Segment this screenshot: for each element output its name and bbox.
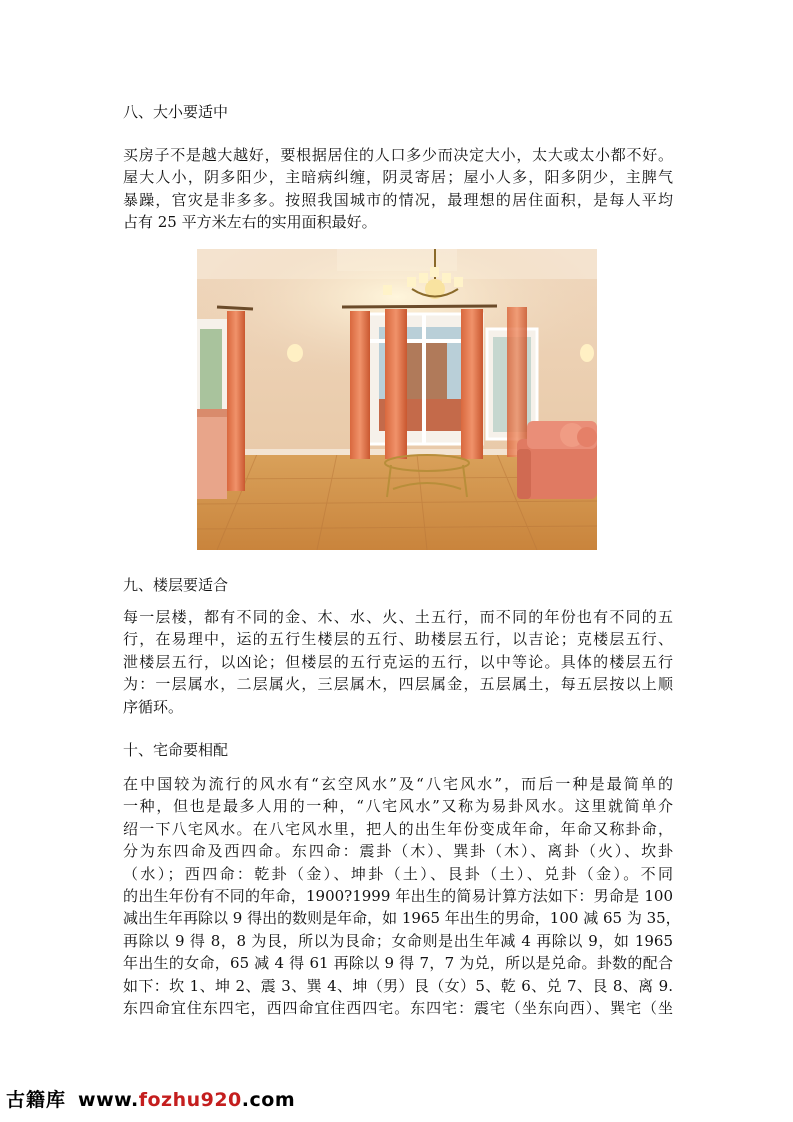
living-room-photo <box>197 249 597 550</box>
text-line: 买房子不是越大越好，要根据居住的人口多少而决定大小，太大或太小都不好。 <box>123 146 673 164</box>
text-line: 每一层楼，都有不同的金、木、水、火、土五行，而不同的年份也有不同的五 <box>123 608 673 626</box>
text-line: 占有 25 平方米左右的实用面积最好。 <box>123 213 377 232</box>
text-line: 序循环。 <box>123 697 184 716</box>
text-line: （水）；西四命：乾卦（金）、坤卦（土）、艮卦（土）、兑卦（金）。不同 <box>123 864 673 883</box>
text-line: 一种，但也是最多人用的一种，“八宅风水”又称为易卦风水。这里就简单介 <box>123 797 673 816</box>
text-line: 的出生年份有不同的年命，1900?1999 年出生的简易计算方法如下：男命是 100 <box>123 887 673 906</box>
text-line: 如下：坎 1、坤 2、震 3、巽 4、坤（男）艮（女）5、乾 6、兑 7、艮 8、离 9. <box>123 976 673 995</box>
paragraph-house-fate <box>123 773 681 1019</box>
text-line: 为：一层属水，二层属火，三层属木，四层属金，五层属土，每五层按以上顺 <box>123 675 673 694</box>
footer-watermark <box>6 1088 295 1112</box>
text-line: 再除以 9 得 8，8 为艮，所以为艮命；女命则是出生年减 4 再除以 9，如 1965 <box>123 931 673 950</box>
paragraph-floor <box>123 606 673 718</box>
text-line: 泄楼层五行，以凶论；但楼层的五行克运的五行，以中等论。具体的楼层五行 <box>123 652 673 671</box>
text-line: 减出生年再除以 9 得出的数则是年命，如 1965 年出生的男命，100 减 65 为 35， <box>123 909 681 928</box>
text-line: 绍一下八宅风水。在八宅风水里，把人的出生年份变成年命，年命又称卦命， <box>123 819 673 838</box>
footer-brand: 古籍库 <box>6 1089 67 1111</box>
text-line: 行，在易理中，运的五行生楼层的五行、助楼层五行，以吉论；克楼层五行、 <box>123 630 673 649</box>
text-line: 年出生的女命，65 减 4 得 61 再除以 9 得 7，7 为兑，所以是兑命。卦数的配合 <box>123 954 673 973</box>
footer-url[interactable] <box>78 1089 295 1111</box>
section-heading-house-fate: 十、宅命要相配 <box>123 741 229 759</box>
footer-url-accent: fozhu920 <box>138 1089 242 1111</box>
footer-url-suffix: .com <box>241 1089 296 1111</box>
text-line: 屋大人小，阴多阳少，主暗病纠缠，阴灵寄居；屋小人多，阳多阴少，主脾气 <box>123 168 673 187</box>
text-line: 暴躁，官灾是非多多。按照我国城市的情况，最理想的居住面积，是每人平均 <box>123 190 673 209</box>
section-heading-size: 八、大小要适中 <box>123 103 229 121</box>
text-line: 在中国较为流行的风水有“玄空风水”及“八宅风水”，而后一种是最简单的 <box>123 775 673 793</box>
footer-url-prefix: www. <box>78 1089 139 1111</box>
text-line: 分为东四命及西四命。东四命：震卦（木）、巽卦（木）、离卦（火）、坎卦 <box>123 842 673 861</box>
text-line: 东四命宜住东四宅，西四命宜住西四宅。东四宅：震宅（坐东向西）、巽宅（坐 <box>123 999 673 1018</box>
section-heading-floor: 九、楼层要适合 <box>123 576 229 594</box>
paragraph-size <box>123 144 673 234</box>
